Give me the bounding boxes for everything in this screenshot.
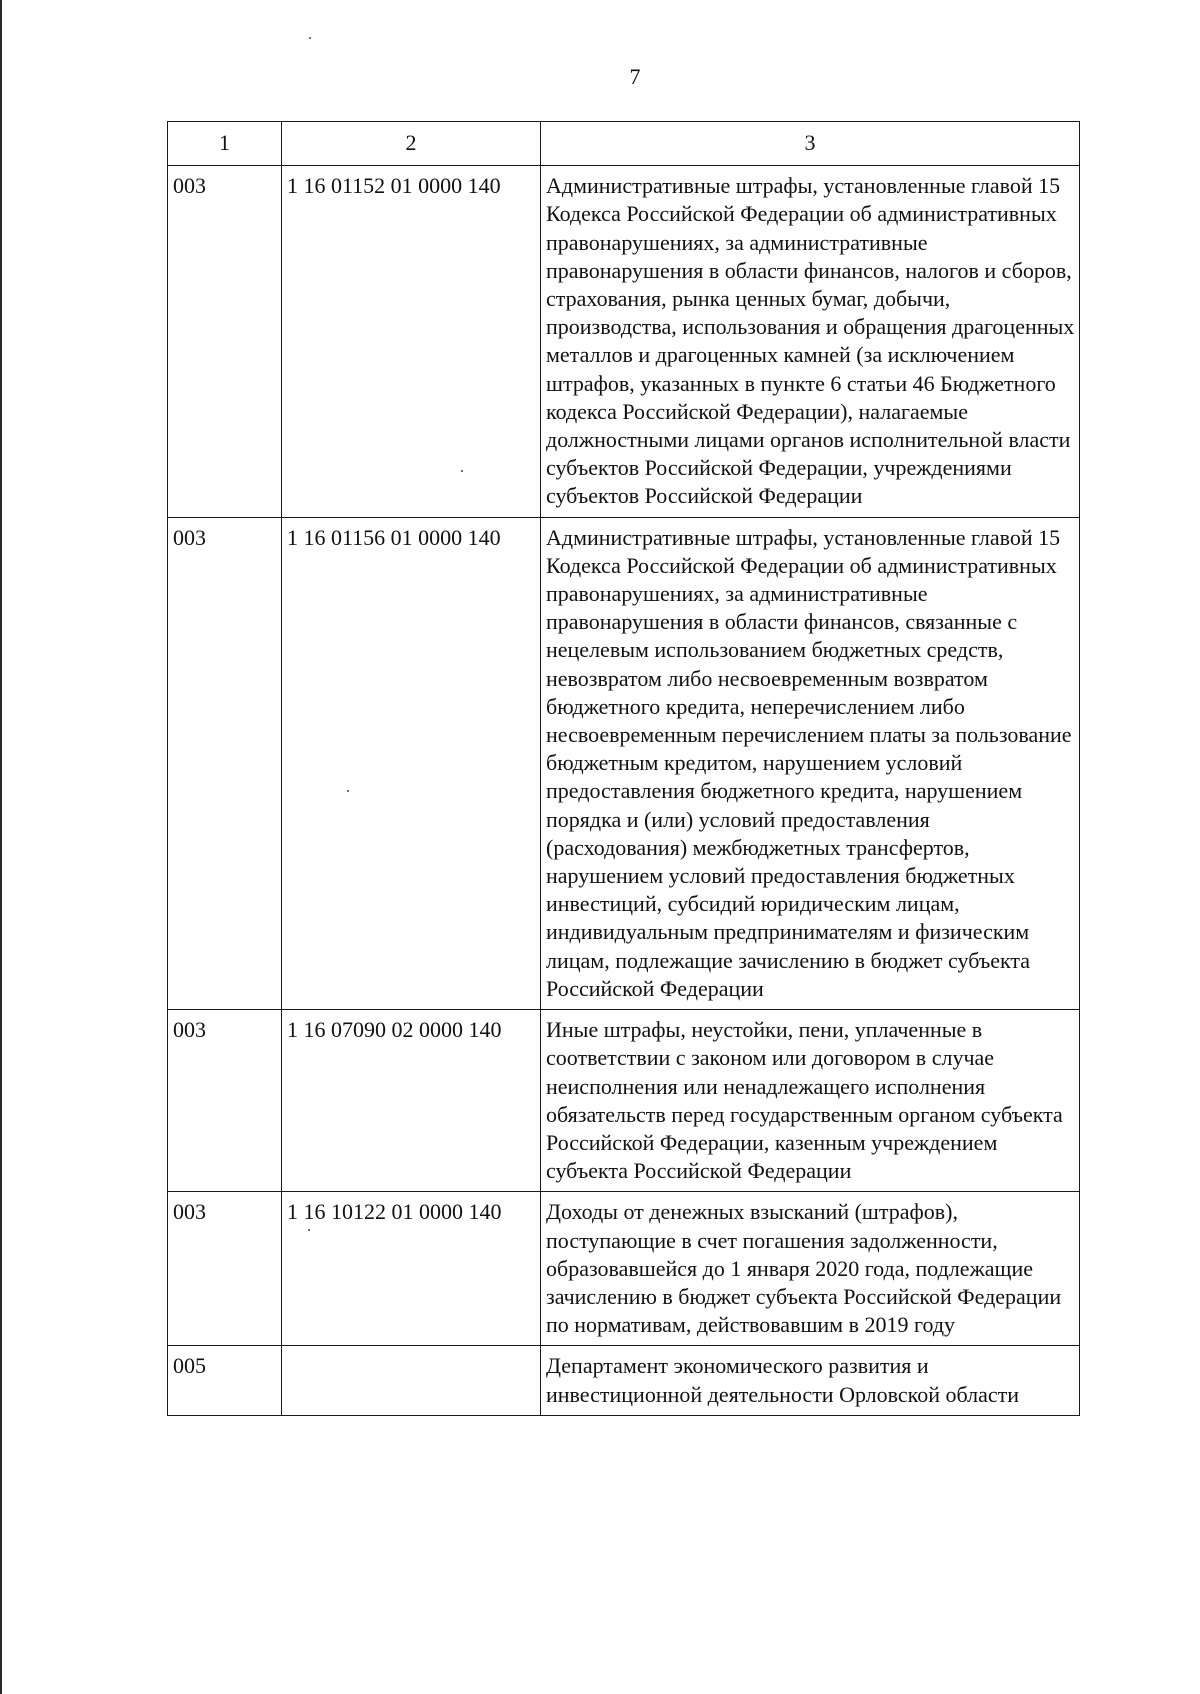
column-header-3: 3 [541, 122, 1080, 166]
admin-code-cell: 005 [168, 1346, 282, 1415]
description-cell: Административные штрафы, установленные главой 15 Кодекса Российской Федерации об административных правонарушениях, за административные правонарушения в области финансов, налогов и сборов, страхования, рынка ценных бумаг, добычи, производства, использования и обращения драгоценных металлов и драгоценных камней (за исключением штрафов, указанных в пункте 6 статьи 46 Бюджетного кодекса Российской Федерации), налагаемые должностными лицами органов исполнительной власти субъектов Российской Федерации, учреждениями субъектов Российской Федерации [541, 166, 1080, 517]
scan-speck [308, 1229, 310, 1231]
description-cell: Административные штрафы, установленные главой 15 Кодекса Российской Федерации об административных правонарушениях, за административные правонарушения в области финансов, связанные с нецелевым использованием бюджетных средств, невозвратом либо несвоевременным возвратом бюджетного кредита, неперечислением либо несвоевременным перечислением платы за пользование бюджетным кредитом, нарушением условий предоставления бюджетного кредита, нарушением порядка и (или) условий предоставления (расходования) межбюджетных трансфертов, нарушением условий предоставления бюджетных инвестиций, субсидий юридическим лицам, индивидуальным предпринимателям и физическим лицам, подлежащие зачислению в бюджет субъекта Российской Федерации [541, 517, 1080, 1009]
kbk-code-cell: 1 16 07090 02 0000 140 [282, 1010, 541, 1192]
page-number: 7 [629, 64, 641, 89]
column-header-2: 2 [282, 122, 541, 166]
scan-speck [309, 37, 311, 39]
admin-code-cell: 003 [168, 1192, 282, 1346]
column-header-1: 1 [168, 122, 282, 166]
table-header-row [168, 122, 1080, 166]
table-row [168, 1346, 1080, 1415]
budget-classification-table [167, 121, 1080, 1416]
admin-code-cell: 003 [168, 166, 282, 517]
scan-speck [461, 470, 463, 472]
admin-code-cell: 003 [168, 517, 282, 1009]
description-cell: Департамент экономического развития и инвестиционной деятельности Орловской области [541, 1346, 1080, 1415]
table-row [168, 1010, 1080, 1192]
table-row [168, 1192, 1080, 1346]
description-cell: Доходы от денежных взысканий (штрафов), поступающие в счет погашения задолженности, образовавшейся до 1 января 2020 года, подлежащие зачислению в бюджет субъекта Российской Федерации по нормативам, действовавшим в 2019 году [541, 1192, 1080, 1346]
kbk-code-cell [282, 1346, 541, 1415]
table-row [168, 517, 1080, 1009]
table-row [168, 166, 1080, 517]
scan-edge-line [0, 0, 2, 1694]
kbk-code-cell: 1 16 10122 01 0000 140 [282, 1192, 541, 1346]
description-cell: Иные штрафы, неустойки, пени, уплаченные в соответствии с законом или договором в случае неисполнения или ненадлежащего исполнения обязательств перед государственным органом субъекта Российской Федерации, казенным учреждением субъекта Российской Федерации [541, 1010, 1080, 1192]
kbk-code-cell: 1 16 01152 01 0000 140 [282, 166, 541, 517]
scan-speck [347, 790, 349, 792]
kbk-code-cell: 1 16 01156 01 0000 140 [282, 517, 541, 1009]
admin-code-cell: 003 [168, 1010, 282, 1192]
